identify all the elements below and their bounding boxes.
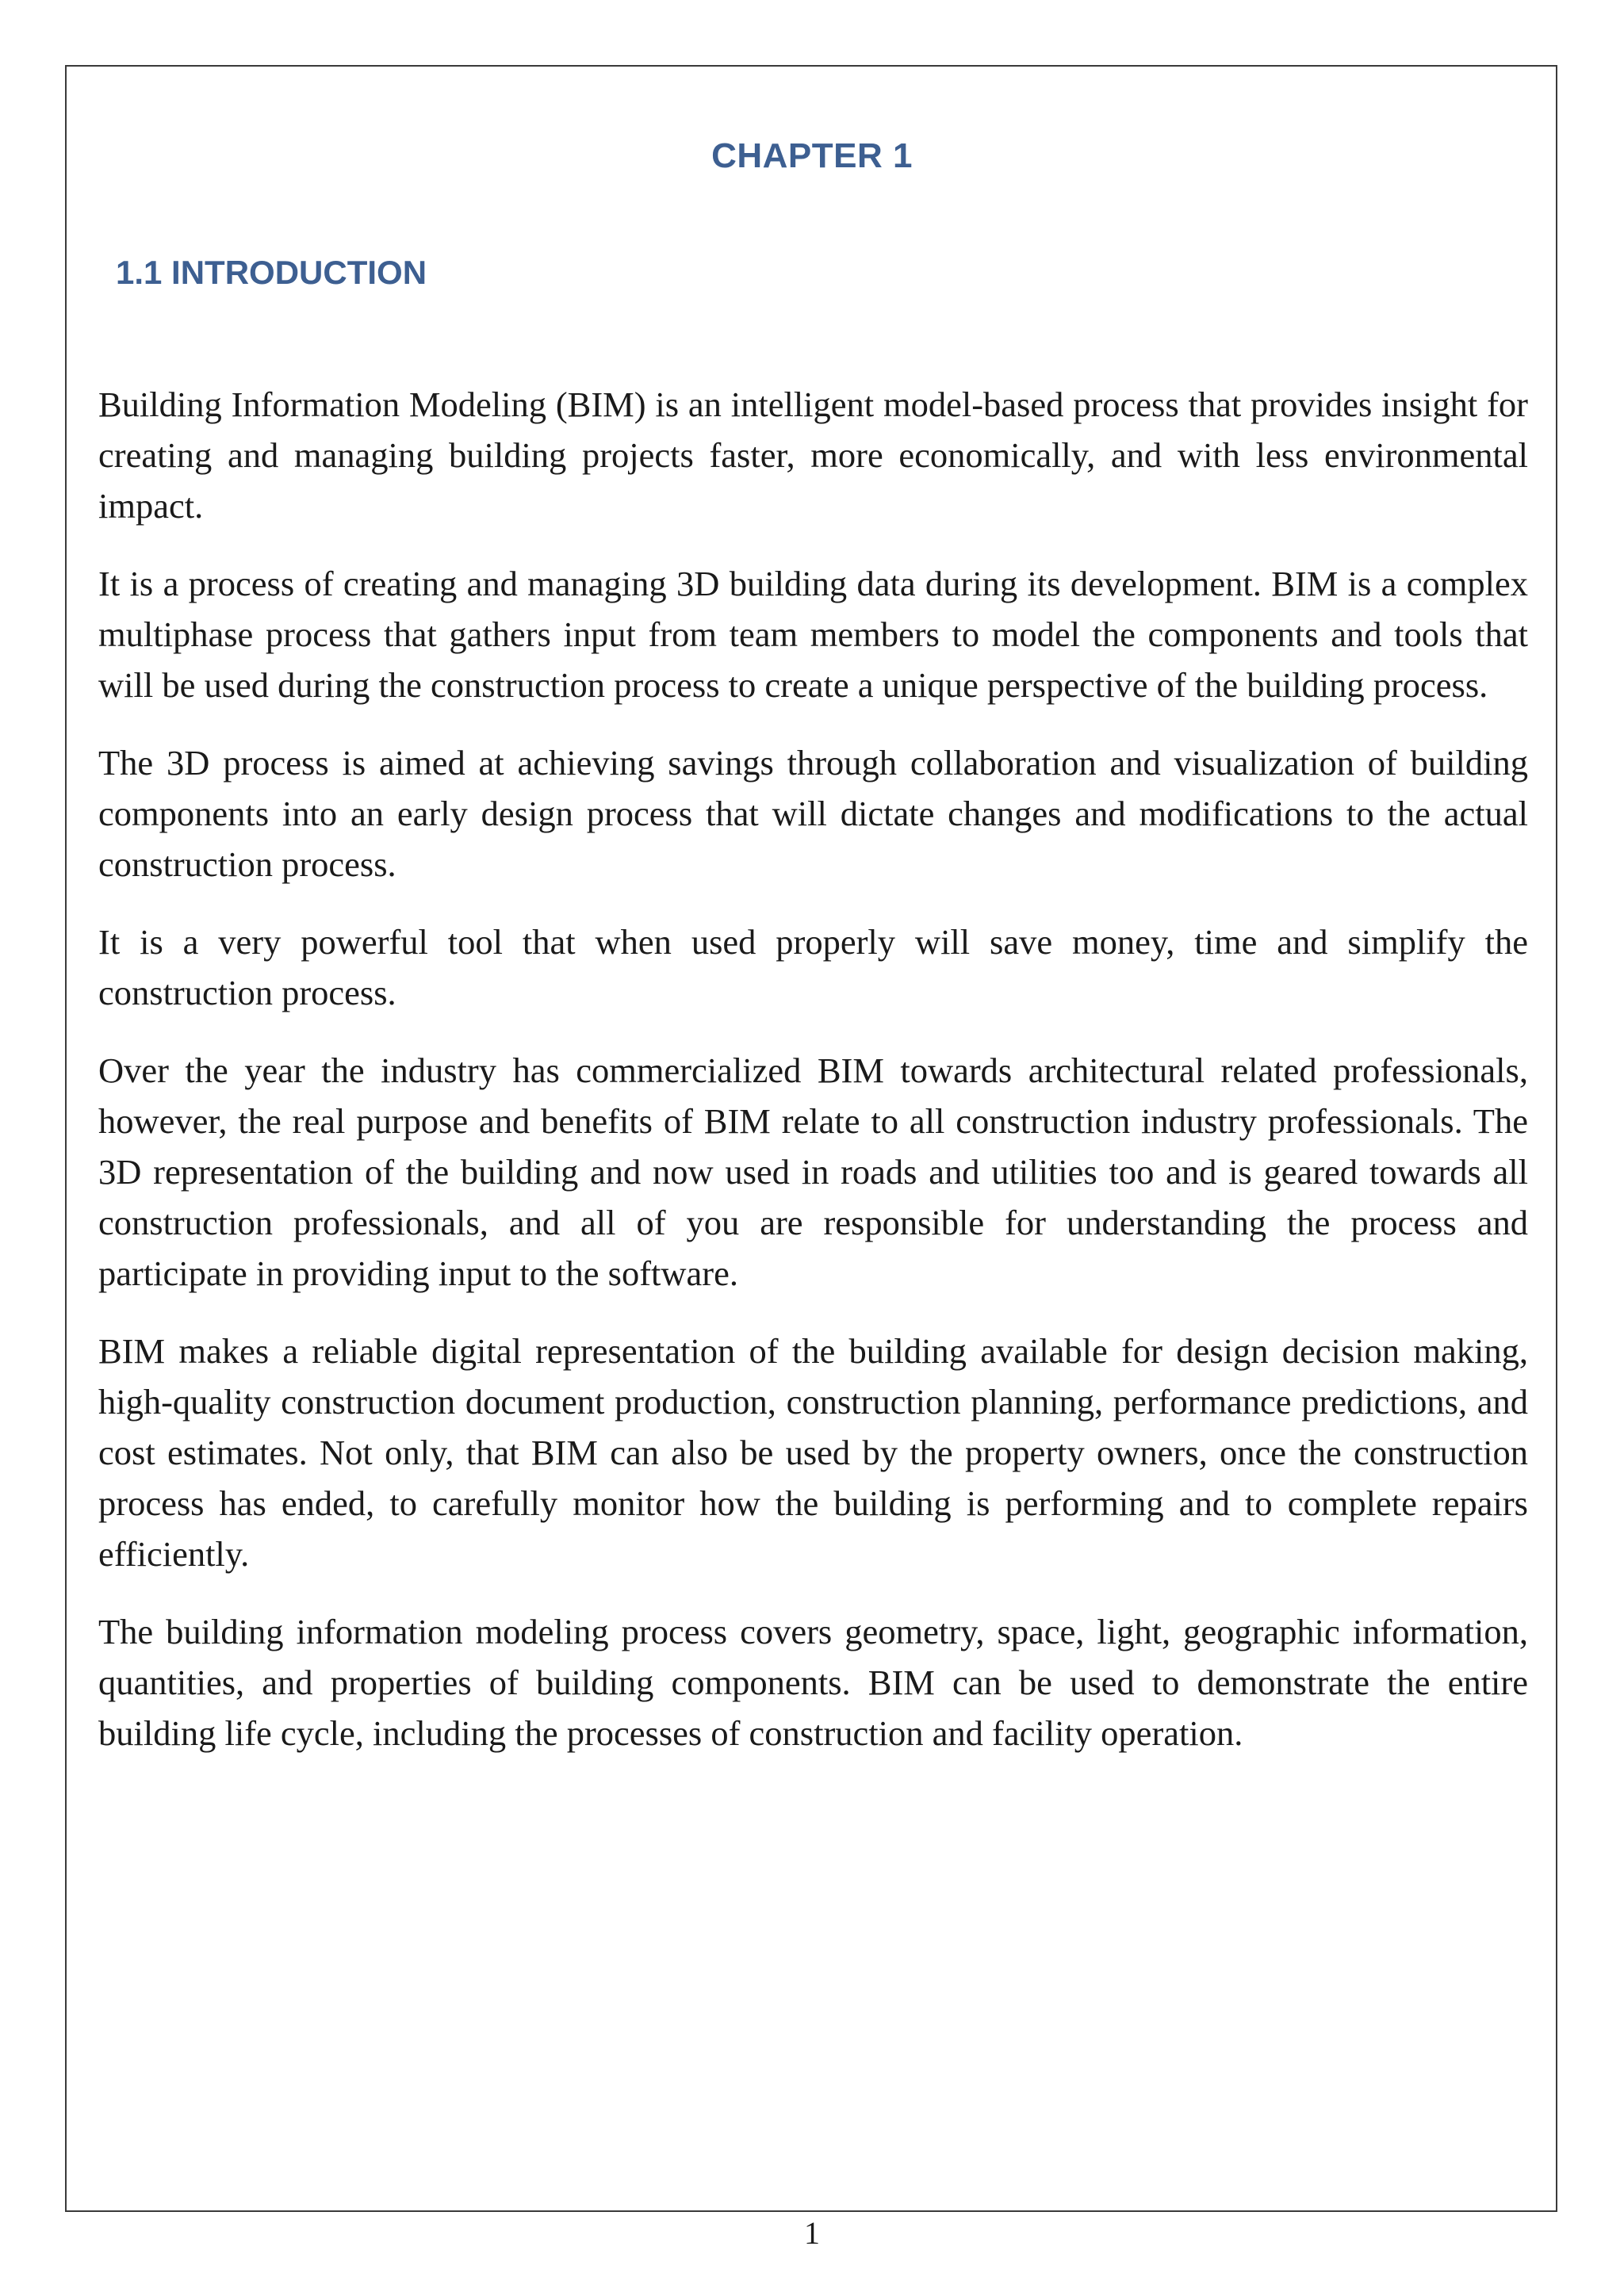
page-number: 1 [804, 2215, 820, 2251]
paragraph-5: Over the year the industry has commercialized BIM towards architectural related professionals, however, the real purpose and benefits of BIM relate to all construction industry professionals. The 3D representation of the building and now used in roads and utilities too and is geared towards all construction professionals, and all of you are responsible for understanding the process and participate in providing input to the software. [98, 1050, 1528, 1293]
paragraph-3: The 3D process is aimed at achieving savings through collaboration and visualization of building components into an early design process that will dictate changes and modifications to the actual construction process. [98, 743, 1528, 884]
paragraph-6: BIM makes a reliable digital representation of the building available for design decision making, high-quality construction document production, construction planning, performance predictions, and cost estimates. Not only, that BIM can also be used by the property owners, once the construction process has ended, to carefully monitor how the building is performing and to complete repairs efficiently. [98, 1331, 1528, 1574]
body-text [98, 379, 1528, 1785]
chapter-heading: CHAPTER 1 [711, 136, 913, 175]
paragraph-7: The building information modeling process covers geometry, space, light, geographic information, quantities, and properties of building components. BIM can be used to demonstrate the entire building life cycle, including the processes of construction and facility operation. [98, 1612, 1528, 1753]
section-heading: 1.1 INTRODUCTION [116, 254, 427, 291]
paragraph-4: It is a very powerful tool that when used properly will save money, time and simplify the construction process. [98, 922, 1528, 1012]
paragraph-2: It is a process of creating and managing 3D building data during its development. BIM is a complex multiphase process that gathers input from team members to model the components and tools that will be used during the construction process to create a unique perspective of the building process. [98, 564, 1528, 705]
paragraph-1: Building Information Modeling (BIM) is an intelligent model-based process that provides insight for creating and managing building projects faster, more economically, and with less environmental impact. [98, 385, 1528, 526]
